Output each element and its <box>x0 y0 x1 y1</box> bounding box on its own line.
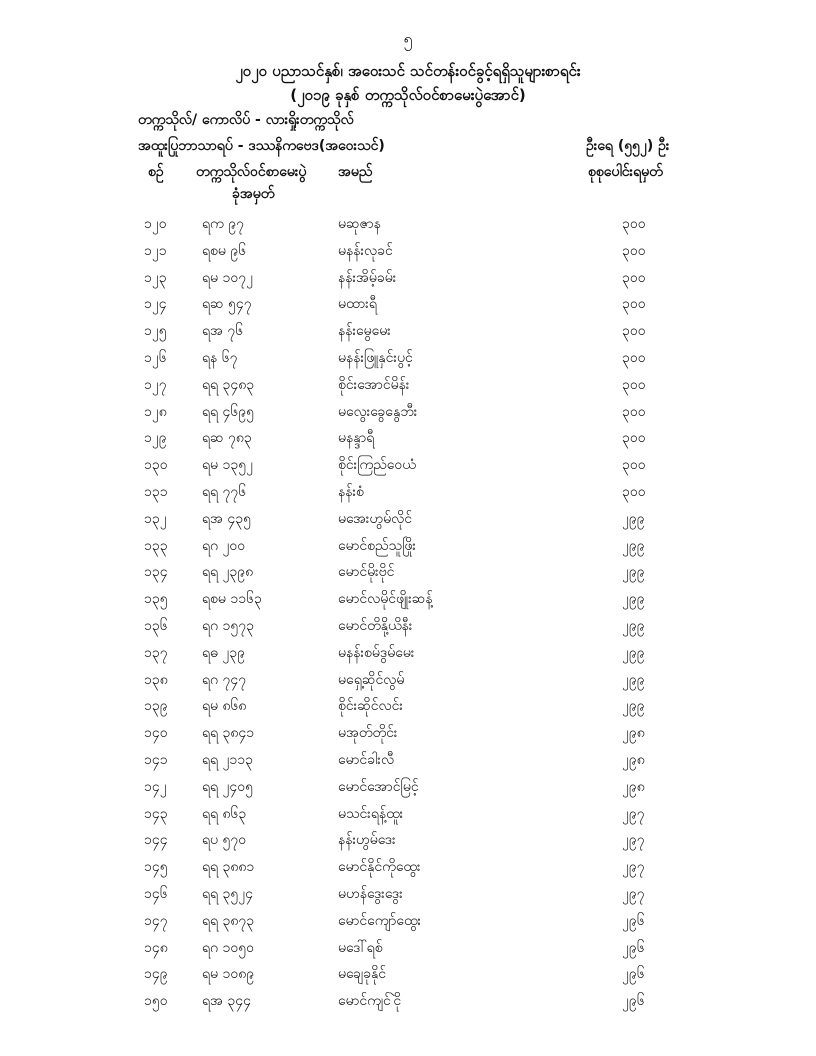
roll-number: ရရ ၃၈၇၃ <box>202 912 255 929</box>
student-name: မောင်အောင်မြင့် <box>338 778 419 795</box>
table-row <box>0 880 816 907</box>
total-mark: ၂၉၉ <box>622 671 645 688</box>
row-number: ၁၃၈ <box>144 671 168 688</box>
row-number: ၁၅၀ <box>144 993 168 1010</box>
table-row <box>0 210 816 237</box>
student-name: မောင်ကျင်ငိုဲ <box>338 993 402 1010</box>
roll-number: ရမ ၁၀၇၂ <box>202 269 253 286</box>
table-row <box>0 826 816 853</box>
student-name: မောင်စည်သူဖြိုး <box>338 537 416 554</box>
university-line: တက္ကသိုလ်/ ကောလိပ် - လားရှိုးတက္ကသိုလ် <box>138 112 354 128</box>
student-name: နန်းအိမ့်ခမ်း <box>338 269 397 286</box>
table-row <box>0 344 816 371</box>
row-number: ၁၂၄ <box>144 296 167 313</box>
header-roll: တက္ကသိုလ်ဝင်စာမေးပွဲ <box>196 164 307 180</box>
student-list <box>0 210 816 1014</box>
student-name: မရှေ့ဆိုင်လွမ် <box>338 671 405 688</box>
table-row <box>0 478 816 505</box>
roll-number: ရရ ၃၈၈၁ <box>202 859 255 876</box>
table-row <box>0 558 816 585</box>
row-number: ၁၃၆ <box>144 617 168 634</box>
roll-number: ရရ ၂၄၀၅ <box>202 778 254 795</box>
document-subtitle: (၂၀၁၉ ခုနှစ် တက္ကသိုလ်ဝင်စာမေးပွဲအောင်) <box>290 86 526 104</box>
roll-number: ရမ ၁၃၅၂ <box>202 457 253 474</box>
total-mark: ၃၀၀ <box>622 403 646 420</box>
roll-number: ရဓ ၂၃၉ <box>202 644 245 661</box>
row-number: ၁၂၁ <box>144 242 167 259</box>
table-row <box>0 290 816 317</box>
table-row <box>0 612 816 639</box>
total-mark: ၃၀၀ <box>622 376 646 393</box>
table-row <box>0 424 816 451</box>
student-name: စိုင်းဆိုင်လင်း <box>338 698 403 715</box>
student-name: မောင်လမိုင်ဖျိုးဆန့် <box>338 591 433 608</box>
row-number: ၁၄၇ <box>144 912 168 929</box>
student-name: မလွေးခွေနွေဘီး <box>338 403 418 420</box>
total-mark: ၂၉၆ <box>622 966 645 983</box>
student-name: မဆုဇာန <box>338 216 381 232</box>
student-name: မနန်းဖြူနှင်းပွင့် <box>338 349 413 366</box>
roll-number: ရရ ၄၆၉၅ <box>202 403 255 420</box>
row-number: ၁၂၆ <box>144 349 167 366</box>
total-mark: ၂၉၈ <box>622 778 645 795</box>
roll-number: ရရ ၃၄၈၃ <box>202 376 255 393</box>
table-row <box>0 853 816 880</box>
table-row <box>0 532 816 559</box>
total-mark: ၃၀၀ <box>622 216 646 232</box>
row-number: ၁၂၉ <box>144 430 167 447</box>
roll-number: ရဆ ၇၈၃ <box>202 430 252 447</box>
roll-number: ရအ ၄၃၅ <box>202 510 251 527</box>
major-line: အထူးပြုဘာသာရပ် - ဒဿနိကဗေဒ(အဝေးသင်) <box>138 138 385 154</box>
total-mark: ၂၉၆ <box>622 993 645 1010</box>
total-mark: ၂၉၉ <box>622 537 645 554</box>
row-number: ၁၄၈ <box>144 939 168 956</box>
roll-number: ရဂ ၇၄၇ <box>202 671 247 688</box>
total-mark: ၂၉၇ <box>622 859 645 876</box>
student-name: မောင်မိုးဗိုင် <box>338 564 395 581</box>
roll-number: ရဂ ၁၅၇၃ <box>202 617 254 634</box>
table-row <box>0 907 816 934</box>
student-name: မထားရီ <box>338 296 377 313</box>
row-number: ၁၄၅ <box>144 859 168 876</box>
student-name: မောင်တိနို့ယိနီး <box>338 617 413 634</box>
student-name: မဒေါ်ရစ် <box>338 939 383 956</box>
roll-number: ရရ ၈၆၃ <box>202 805 247 822</box>
roll-number: ရမ ၈၆၈ <box>202 698 247 715</box>
student-name: မအုတ်တိုင်း <box>338 725 398 742</box>
student-count: ဦးရေ (၅၅၂) ဦး <box>586 138 670 154</box>
row-number: ၁၄၀ <box>144 725 168 742</box>
row-number: ၁၂၈ <box>144 403 167 420</box>
table-row <box>0 719 816 746</box>
total-mark: ၃၀၀ <box>622 349 646 366</box>
row-number: ၁၃၁ <box>144 483 168 500</box>
total-mark: ၂၉၆ <box>622 939 645 956</box>
total-mark: ၂၉၉ <box>622 564 645 581</box>
total-mark: ၂၉၈ <box>622 725 645 742</box>
row-number: ၁၄၁ <box>144 751 168 768</box>
row-number: ၁၄၂ <box>144 778 167 795</box>
row-number: ၁၃၃ <box>144 537 168 554</box>
table-row <box>0 800 816 827</box>
total-mark: ၂၉၇ <box>622 805 645 822</box>
table-row <box>0 960 816 987</box>
row-number: ၁၂၀ <box>144 216 167 232</box>
total-mark: ၃၀၀ <box>622 457 646 474</box>
row-number: ၁၃၉ <box>144 698 168 715</box>
table-row <box>0 934 816 961</box>
student-name: မောင်ကျော်ထွေး <box>338 912 422 929</box>
total-mark: ၂၉၉ <box>622 510 645 527</box>
student-name: မအေးဟွမ်လိုင် <box>338 510 413 527</box>
roll-number: ရစမ ၉၆ <box>202 242 247 259</box>
document-title: ၂၀၂၀ ပညာသင်နှစ်၊ အဝေးသင် သင်တန်းဝင်ခွင့်ရရှိသူများစာရင်း <box>235 62 581 80</box>
total-mark: ၃၀၀ <box>622 242 646 259</box>
header-roll-line2: ခုံအမှတ် <box>232 186 275 202</box>
header-no: စဉ် <box>148 164 164 180</box>
total-mark: ၂၉၈ <box>622 751 645 768</box>
total-mark: ၂၉၉ <box>622 644 645 661</box>
header-mark: စုစုပေါင်းရမှတ် <box>588 164 663 180</box>
row-number: ၁၂၃ <box>144 269 167 286</box>
total-mark: ၃၀၀ <box>622 269 646 286</box>
roll-number: ရရ ၃၈၄၁ <box>202 725 255 742</box>
student-name: စိုင်းအောင်မိန်း <box>338 376 410 393</box>
roll-number: ရအ ၇၆ <box>202 323 244 340</box>
total-mark: ၃၀၀ <box>622 483 646 500</box>
roll-number: ရပ ၅၇၀ <box>202 832 247 849</box>
table-row <box>0 505 816 532</box>
row-number: ၁၃၄ <box>144 564 168 581</box>
header-name: အမည် <box>338 164 373 180</box>
total-mark: ၂၉၇ <box>622 832 645 849</box>
total-mark: ၂၉၉ <box>622 591 645 608</box>
table-row <box>0 398 816 425</box>
row-number: ၁၃၂ <box>144 510 167 527</box>
total-mark: ၃၀၀ <box>622 296 646 313</box>
row-number: ၁၄၆ <box>144 885 168 902</box>
total-mark: ၂၉၇ <box>622 885 645 902</box>
student-name: မဟန်ဒွေးဒွေး <box>338 885 403 902</box>
table-row <box>0 237 816 264</box>
total-mark: ၂၉၆ <box>622 912 645 929</box>
student-name: မောင်ခါးလီ <box>338 751 395 768</box>
student-name: နန်းမွေမေး <box>338 323 391 340</box>
page-number: ၅ <box>403 29 413 48</box>
row-number: ၁၃၅ <box>144 591 168 608</box>
roll-number: ရစမ ၁၁၆၃ <box>202 591 262 608</box>
student-name: မနန်းစမ်ဒွမ်မေး <box>338 644 415 661</box>
table-row <box>0 264 816 291</box>
row-number: ၁၄၃ <box>144 805 168 822</box>
roll-number: ရဂ ၁၀၅၀ <box>202 939 254 956</box>
roll-number: ရရ ၂၁၁၃ <box>202 751 254 768</box>
row-number: ၁၄၄ <box>144 832 168 849</box>
student-name: မနန်းလုခင် <box>338 242 393 259</box>
table-row <box>0 746 816 773</box>
roll-number: ရရ ၃၅၂၄ <box>202 885 254 902</box>
student-name: နန်းစံ <box>338 483 364 500</box>
roll-number: ရရ ၂၃၉၈ <box>202 564 254 581</box>
row-number: ၁၂၅ <box>144 323 167 340</box>
roll-number: ရမ ၁၀၈၉ <box>202 966 255 983</box>
total-mark: ၃၀၀ <box>622 323 646 340</box>
table-row <box>0 692 816 719</box>
row-number: ၁၄၉ <box>144 966 168 983</box>
table-row <box>0 987 816 1014</box>
table-row <box>0 639 816 666</box>
roll-number: ရဆ ၅၄၇ <box>202 296 252 313</box>
row-number: ၁၃၀ <box>144 457 168 474</box>
table-row <box>0 451 816 478</box>
row-number: ၁၃၇ <box>144 644 168 661</box>
roll-number: ရက ၉၇ <box>202 216 244 232</box>
roll-number: ရဂ ၂၀၀ <box>202 537 246 554</box>
student-name: မောင်နိုင်ကိုထွေး <box>338 859 421 876</box>
student-name: စိုင်းကြည်ဝေယံ <box>338 457 416 474</box>
total-mark: ၃၀၀ <box>622 430 646 447</box>
row-number: ၁၂၇ <box>144 376 167 393</box>
total-mark: ၂၉၉ <box>622 698 645 715</box>
total-mark: ၂၉၉ <box>622 617 645 634</box>
table-row <box>0 666 816 693</box>
table-row <box>0 371 816 398</box>
table-row <box>0 585 816 612</box>
student-name: မသင်းရန့်ထူး <box>338 805 404 822</box>
table-row <box>0 773 816 800</box>
student-name: မနန္ဒာရီ <box>338 430 375 447</box>
roll-number: ရအ ၃၄၄ <box>202 993 251 1010</box>
student-name: မချေခုနိုင် <box>338 966 387 983</box>
roll-number: ရရ ၇၇၆ <box>202 483 247 500</box>
table-row <box>0 317 816 344</box>
roll-number: ရန ၆၇ <box>202 349 238 366</box>
student-name: နန်းဟွမ်ဒေး <box>338 832 396 849</box>
